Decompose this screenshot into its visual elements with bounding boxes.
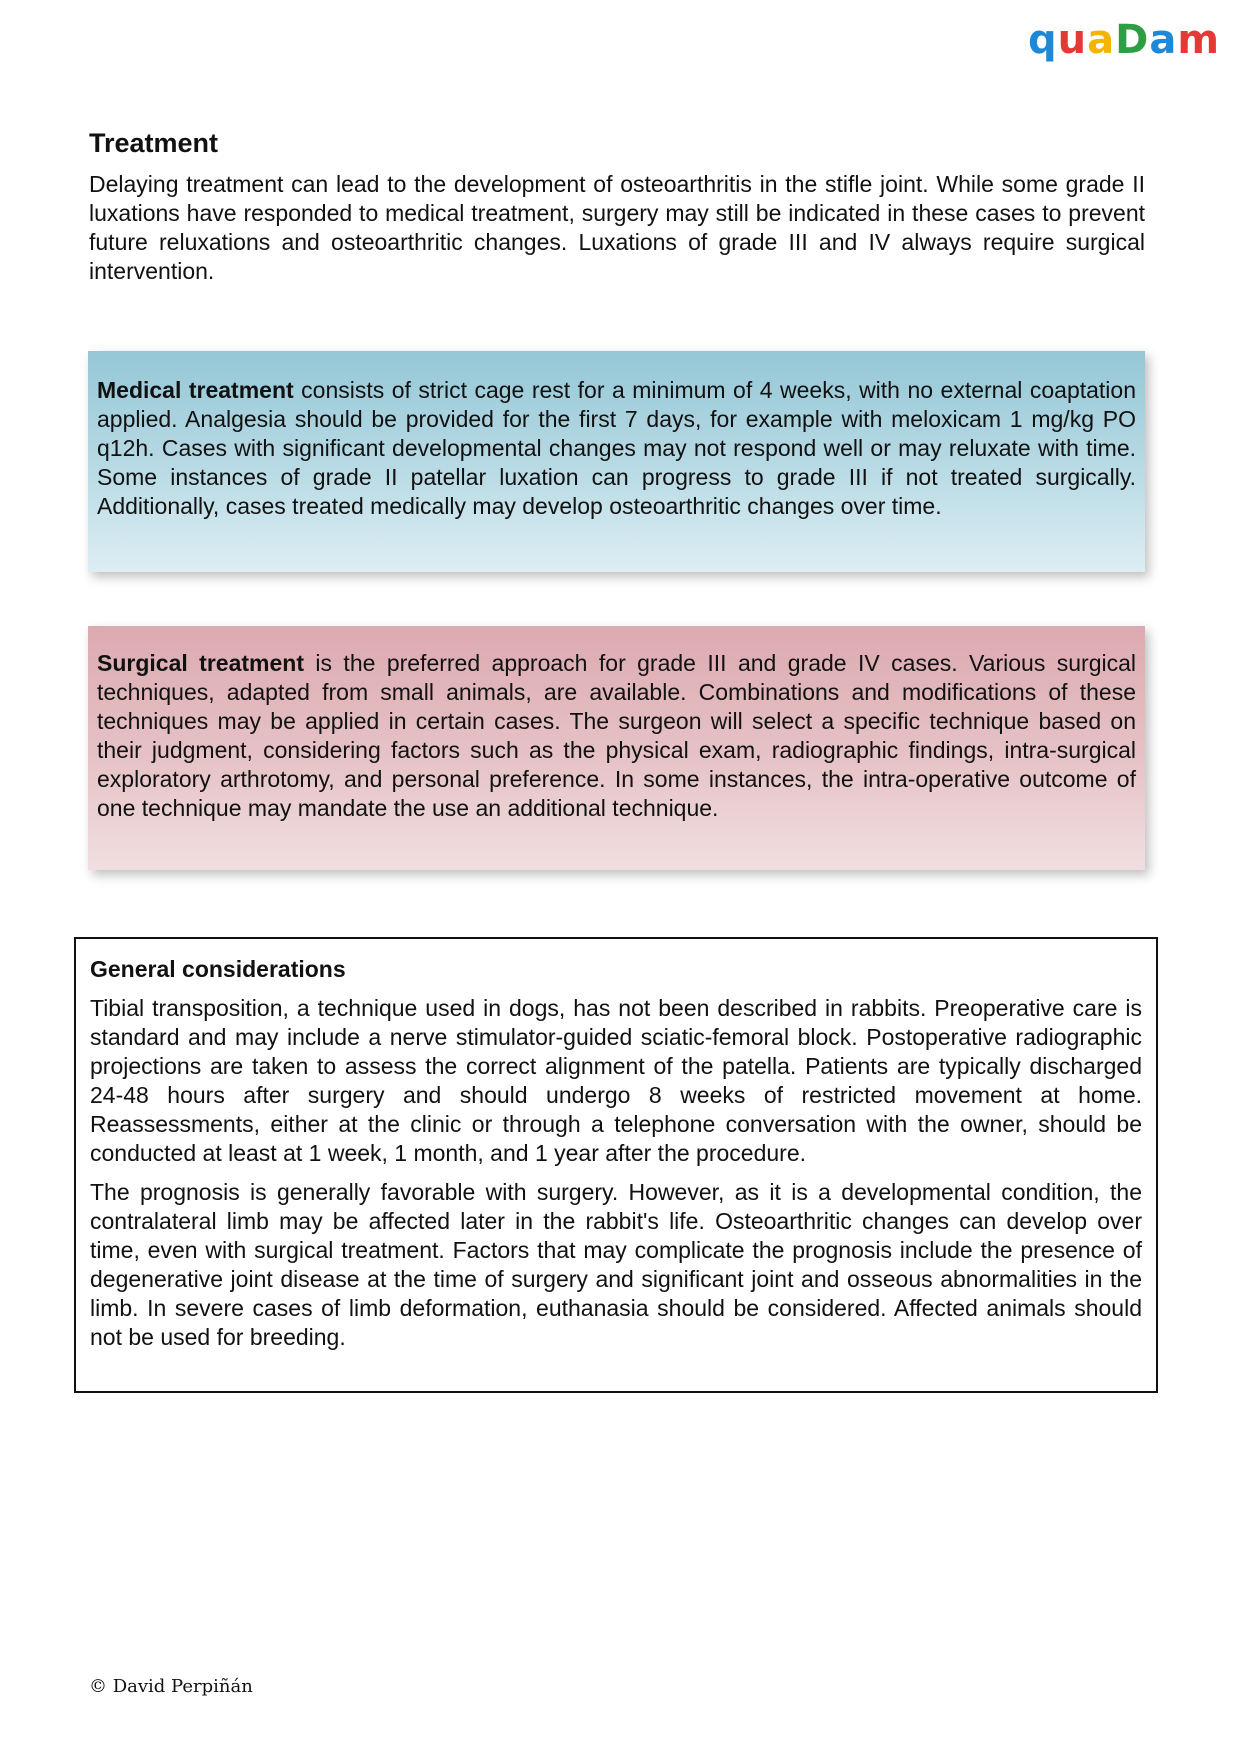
copyright-footer: © David Perpiñán bbox=[89, 1676, 253, 1697]
general-considerations-box bbox=[74, 937, 1158, 1393]
general-considerations-paragraph-2: The prognosis is generally favorable with surgery. However, as it is a developmental condition, the contralateral limb may be affected later in the rabbit's life. Osteoarthritic changes can develop over time, even with surgical treatment. Factors that may complicate the prognosis include the presence of degenerative joint disease at the time of surgery and significant joint and osseous abnormalities in the limb. In severe cases of limb deformation, euthanasia should be considered. Affected animals should not be used for breeding. bbox=[90, 1179, 1142, 1350]
medical-treatment-paragraph bbox=[97, 376, 1136, 521]
medical-treatment-box bbox=[88, 351, 1145, 572]
logo-letter: a bbox=[1087, 17, 1116, 63]
quadam-logo bbox=[1027, 17, 1220, 63]
logo-letter: q bbox=[1027, 17, 1058, 63]
general-considerations-paragraph-1: Tibial transposition, a technique used in dogs, has not been described in rabbits. Preoperative care is standard and may include a nerve stimulator-guided sciatic-femoral block. Postoperative radiographic projections are taken to assess the correct alignment of the patella. Patients are typically discharged 24-48 hours after surgery and should undergo 8 weeks of restricted movement at home. Reassessments, either at the clinic or through a telephone conversation with the owner, should be conducted at least at 1 week, 1 month, and 1 year after the procedure. bbox=[90, 995, 1142, 1166]
surgical-treatment-text: is the preferred approach for grade III and grade IV cases. Various surgical techniques, adapted from small animals, are available. Combinations and modifications of these techniques may be applied in certain cases. The surgeon will select a specific technique based on their judgment, considering factors such as the physical exam, radiographic findings, intra-surgical exploratory arthrotomy, and personal preference. In some instances, the intra-operative outcome of one technique may mandate the use an additional technique. bbox=[97, 650, 1136, 821]
treatment-intro: Delaying treatment can lead to the development of osteoarthritis in the stifle joint. While some grade II luxations have responded to medical treatment, surgery may still be indicated in these cases to prevent future reluxations and osteoarthritic changes. Luxations of grade III and IV always require surgical intervention. bbox=[89, 171, 1145, 284]
logo-letter: m bbox=[1177, 17, 1220, 63]
logo-letter: D bbox=[1115, 17, 1150, 63]
medical-treatment-text: consists of strict cage rest for a minimum of 4 weeks, with no external coaptation applied. Analgesia should be provided for the first 7 days, for example with meloxicam 1 mg/kg PO q12h. Cases with significant developmental changes may not respond well or may reluxate with time. Some instances of grade II patellar luxation can progress to grade III if not treated surgically. Additionally, cases treated medically may develop osteoarthritic changes over time. bbox=[97, 377, 1136, 519]
logo-letter: a bbox=[1149, 17, 1178, 63]
surgical-treatment-box bbox=[88, 626, 1145, 870]
medical-treatment-lead: Medical treatment bbox=[97, 377, 294, 403]
treatment-heading: Treatment bbox=[89, 128, 219, 158]
logo-letter: u bbox=[1057, 17, 1088, 63]
surgical-treatment-lead: Surgical treatment bbox=[97, 650, 304, 676]
general-considerations-heading: General considerations bbox=[90, 956, 346, 982]
surgical-treatment-paragraph bbox=[97, 649, 1136, 823]
